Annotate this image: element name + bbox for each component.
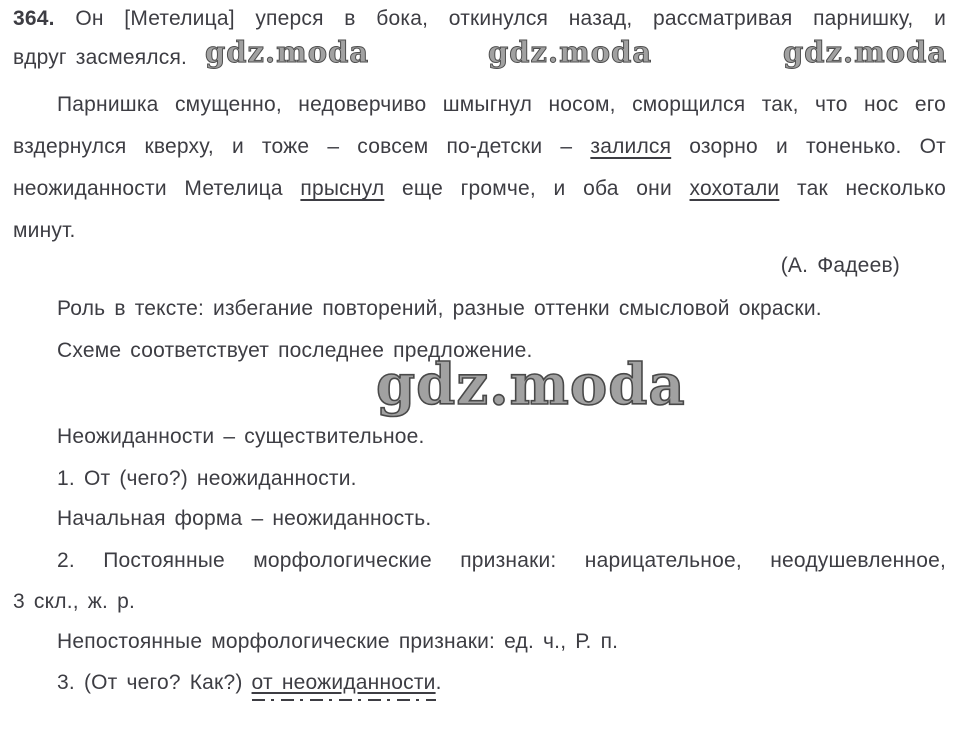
watermark-text: gdz.moda [376,352,686,418]
role-note-text: Роль в тексте: избегание повторений, разные оттенки смысловой окраски. [57,297,822,320]
para2-line-3-post: так несколько [779,177,946,200]
watermark-text: gdz.moda [488,35,653,69]
watermark-text: gdz.moda [205,35,370,69]
underlined-word-prysnul: прыснул [300,177,385,200]
quote-line-1-text: Он [Метелица] уперся в бока, откинулся назад, рассматривая парнишку, и [54,7,946,30]
morph-initial-form-text: Начальная форма – неожиданность. [57,507,432,530]
para2-line-4 [13,217,946,245]
underlined-word-zalilsya: залился [590,135,672,158]
morph-item-1 [13,465,946,493]
morph-non-permanent-text: Непостоянные морфологические признаки: ед. ч., Р. п. [57,630,619,653]
morph-intro [13,423,946,451]
morph-intro-text: Неожиданности – существительное. [57,425,425,448]
morph-item-2-line-1-text: 2. Постоянные морфологические признаки: нарицательное, неодушевленное, [57,549,946,572]
para2-line-2 [13,133,946,161]
adverbial-marked-phrase: от неожиданности [252,671,436,701]
quote-line-1 [13,5,946,33]
scheme-note-text: Схеме соответствует последнее предложение. [57,339,533,362]
morph-initial-form [13,505,946,533]
morph-item-3-pre: 3. (От чего? Как?) [57,671,252,694]
para2-line-2-post: озорно и тоненько. От [671,135,946,158]
para2-line-4-text: минут. [13,219,76,242]
morph-item-1-text: 1. От (чего?) неожиданности. [57,467,357,490]
role-note [13,295,946,323]
author-attribution [13,252,900,280]
morph-item-2-line-1 [13,547,946,575]
para2-line-3-pre: неожиданности Метелица [13,177,301,200]
morph-item-3 [13,669,946,697]
morph-item-2-line-2 [13,588,946,616]
watermark-big [376,354,686,416]
author-name: (А. Фадеев) [780,254,900,277]
para2-line-3-mid: еще громче, и оба они [384,177,690,200]
para2-line-1-text: Парнишка смущенно, недоверчиво шмыгнул носом, сморщился так, что нос его [57,93,946,116]
morph-non-permanent [13,628,946,656]
underlined-word-khokhotali: хохотали [689,177,780,200]
watermark-small-2 [488,36,652,68]
exercise-number: 364. [13,7,55,30]
para2-line-3 [13,175,946,203]
watermark-small-3 [783,36,947,68]
para2-line-1 [13,91,946,119]
morph-item-2-line-2-text: 3 скл., ж. р. [13,590,136,613]
morph-item-3-post: . [435,671,442,694]
para2-line-2-pre: вздернулся кверху, и тоже – совсем по-детски – [13,135,591,158]
watermark-small-1 [205,36,369,68]
watermark-text: gdz.moda [783,35,948,69]
quote-line-2-text: вдруг засмеялся. [13,46,188,69]
